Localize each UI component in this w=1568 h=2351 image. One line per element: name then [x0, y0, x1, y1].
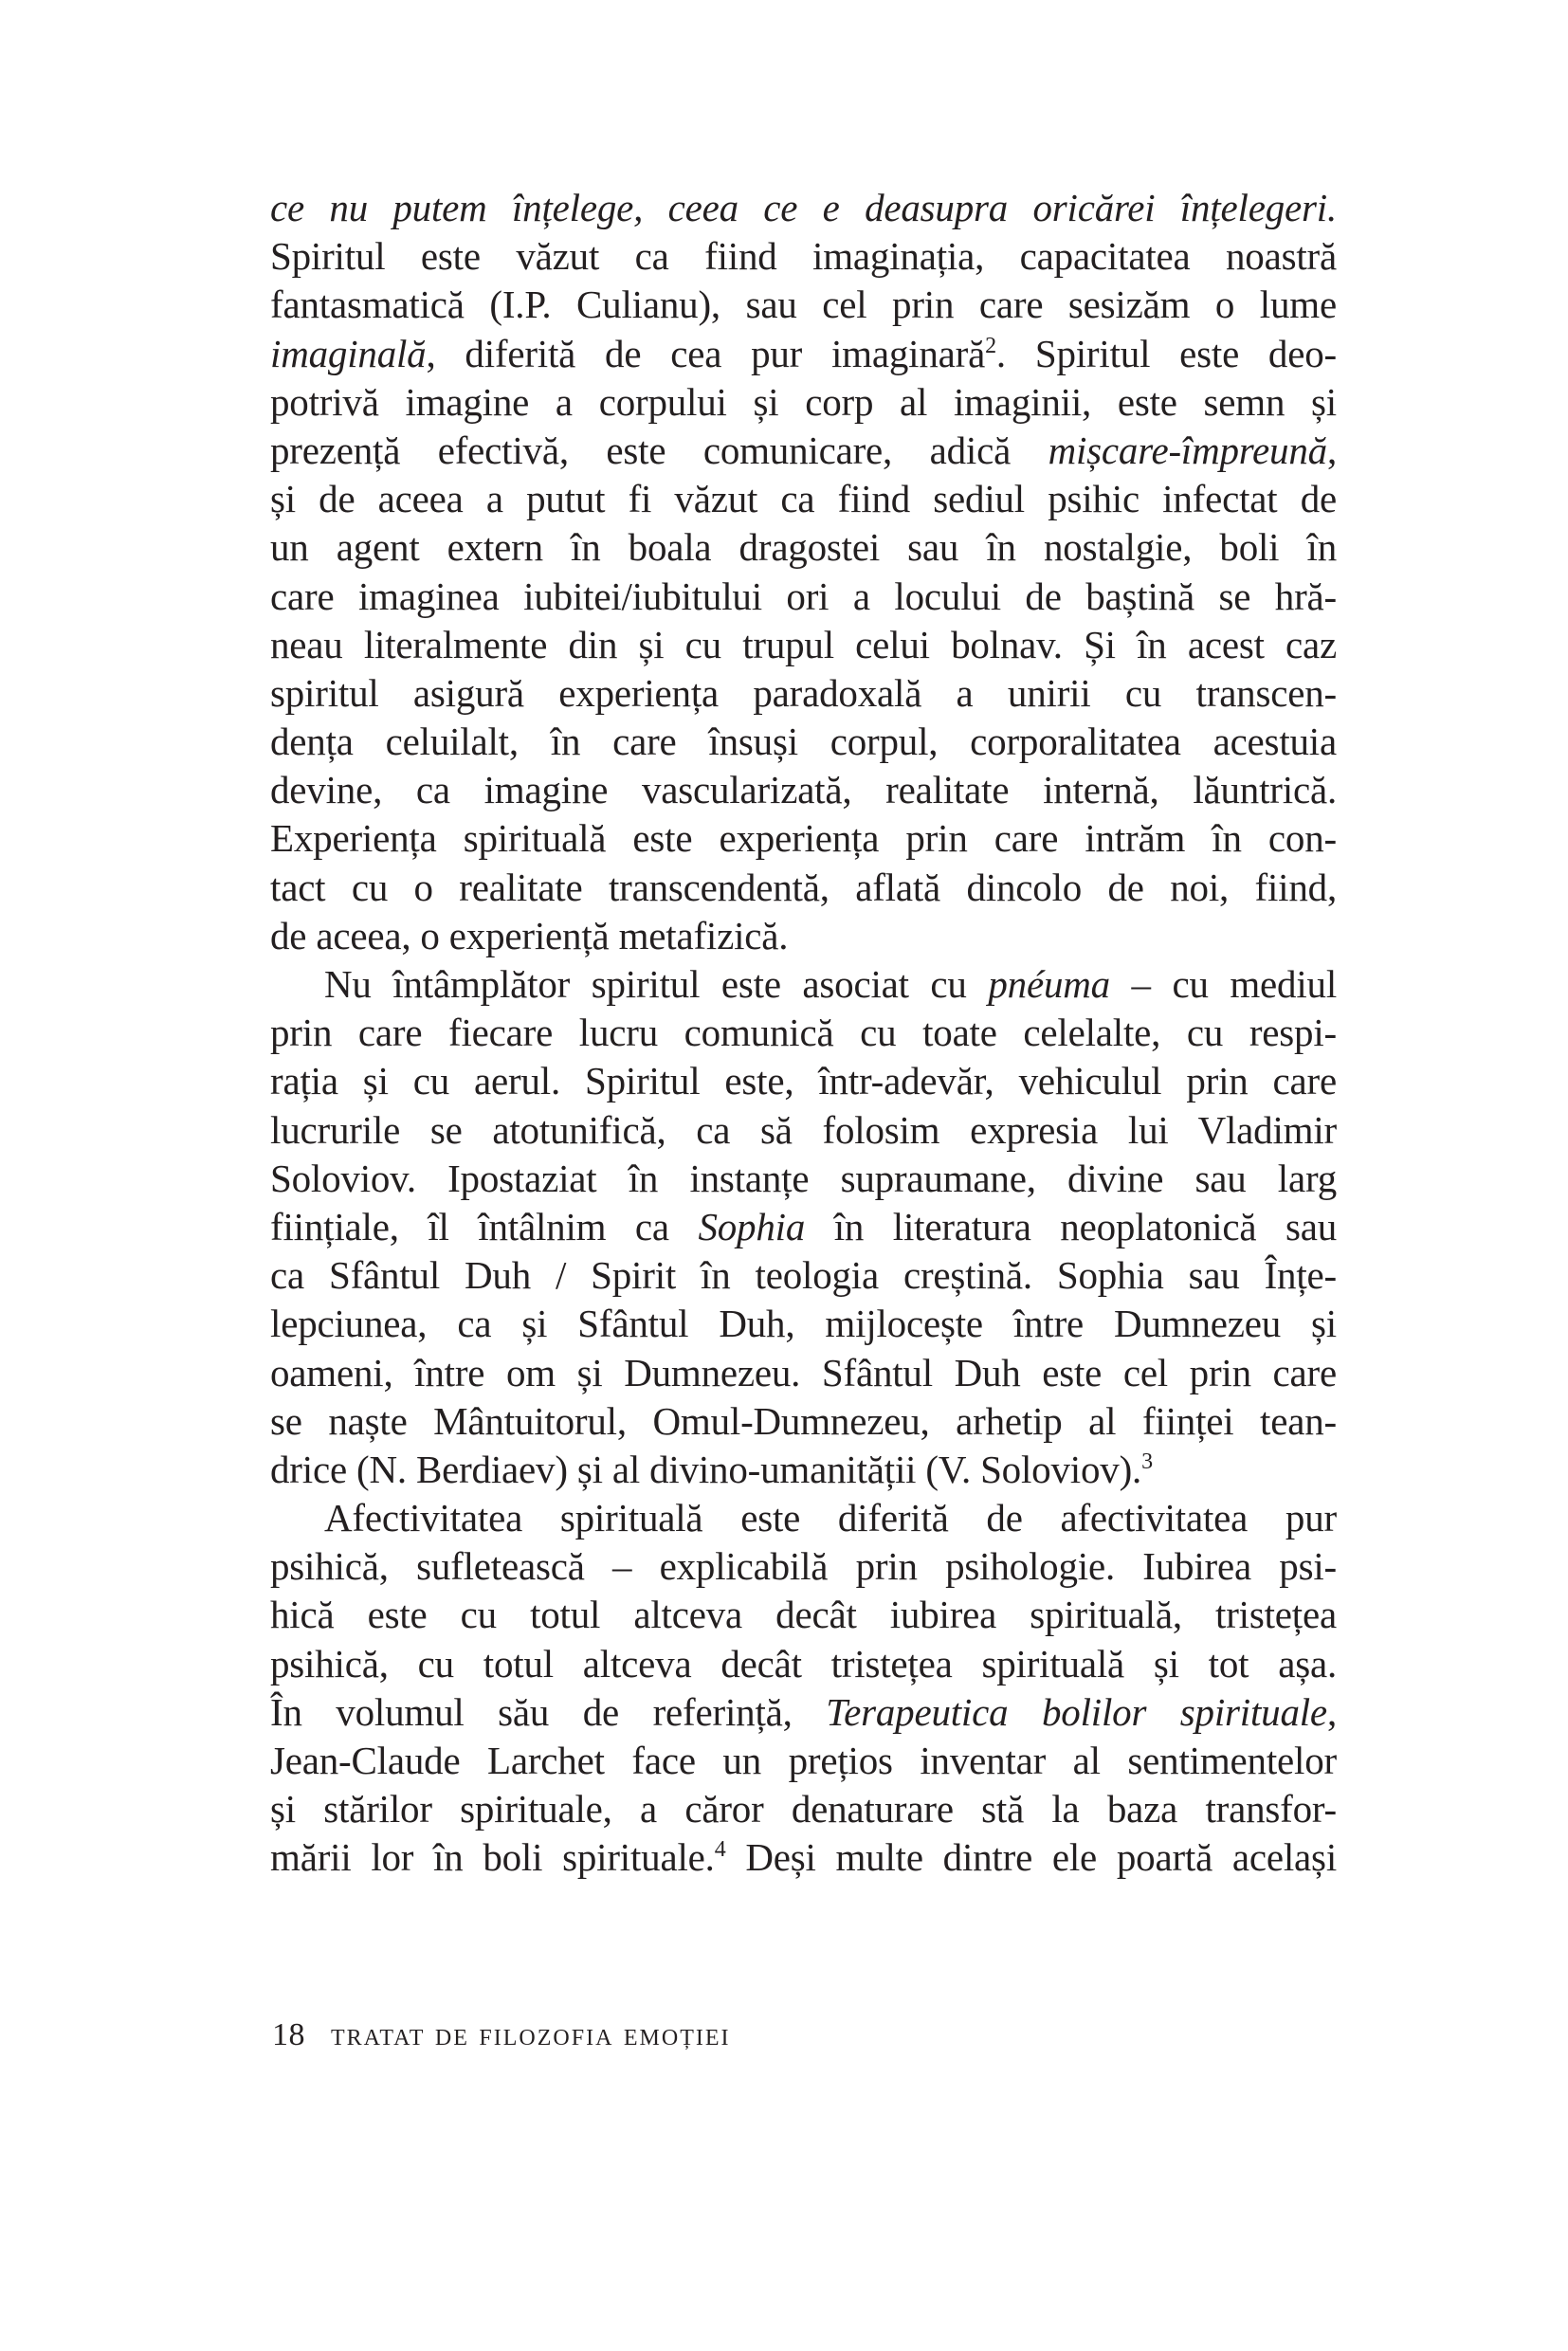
- paragraph: [270, 1494, 1337, 1883]
- text-span: se naște Mântuitorul, Omul-Dumnezeu, arhetip al ființei tean-: [270, 1398, 1337, 1443]
- text-span: prezență efectivă, este comunicare, adică: [270, 428, 1048, 472]
- text-span: dența celuilalt, în care însuși corpul, corporalitatea acestuia: [270, 720, 1337, 764]
- text-span: , diferită de cea pur imaginară: [426, 331, 986, 375]
- text-line: [270, 1494, 1337, 1542]
- text-span: Jean-Claude Larchet face un prețios inventar al sentimentelor: [270, 1739, 1337, 1782]
- paragraph: [270, 184, 1337, 960]
- text-line: [270, 1688, 1337, 1737]
- body-text: [270, 184, 1337, 1883]
- italic-text: ce nu putem înțelege, ceea ce e deasupra oricărei înțelegeri.: [270, 186, 1337, 229]
- footnote-marker: 4: [714, 1837, 726, 1863]
- text-span: lucrurile se atotunifică, ca să folosim expresia lui Vladimir: [270, 1107, 1337, 1152]
- text-line: [270, 378, 1337, 427]
- text-span: ,: [1326, 428, 1337, 472]
- text-line: [270, 1542, 1337, 1591]
- text-span: Nu întâmplător spiritul este asociat cu: [324, 962, 989, 1006]
- text-line: [270, 1446, 1337, 1494]
- text-span: ,: [1326, 1689, 1337, 1734]
- text-line: [270, 475, 1337, 523]
- text-line: [270, 1300, 1337, 1348]
- text-span: potrivă imagine a corpului și corp al imaginii, este semn și: [270, 379, 1337, 424]
- text-line: [270, 1251, 1337, 1300]
- text-span: Deși multe dintre ele poartă același: [725, 1835, 1338, 1880]
- text-line: [270, 1349, 1337, 1397]
- paragraph: [270, 960, 1337, 1494]
- text-line: [270, 330, 1337, 378]
- italic-text: mișcare-împreună: [1048, 428, 1327, 472]
- text-line: [270, 814, 1337, 863]
- text-line: [270, 1591, 1337, 1639]
- text-line: [270, 1009, 1337, 1057]
- page-footer: [272, 2017, 731, 2053]
- text-line: [270, 1640, 1337, 1688]
- text-span: de aceea, o experiență metafizică.: [270, 913, 789, 957]
- text-line: [270, 573, 1337, 621]
- text-span: fantasmatică (I.P. Culianu), sau cel prin care sesizăm o lume: [270, 282, 1337, 327]
- text-span: rația și cu aerul. Spiritul este, într-adevăr, vehiculul prin care: [270, 1059, 1337, 1103]
- text-line: [270, 1397, 1337, 1446]
- text-span: drice (N. Berdiaev) și al divino-umanității (V. Soloviov).: [270, 1447, 1142, 1491]
- text-span: prin care fiecare lucru comunică cu toate celelalte, cu respi-: [270, 1011, 1337, 1055]
- text-line: [270, 1833, 1337, 1882]
- footnote-marker: 2: [985, 333, 996, 358]
- text-span: lepciunea, ca și Sfântul Duh, mijlocește între Dumnezeu și: [270, 1302, 1337, 1346]
- text-span: Experiența spirituală este experiența prin care intrăm în con-: [270, 816, 1337, 861]
- italic-text: pnéuma: [988, 962, 1110, 1006]
- text-line: [270, 718, 1337, 766]
- text-span: neau literalmente din și cu trupul celui bolnav. Și în acest caz: [270, 622, 1337, 666]
- text-span: și stărilor spirituale, a căror denaturare stă la baza transfor-: [270, 1787, 1337, 1832]
- text-span: ființiale, îl întâlnim ca: [270, 1204, 699, 1248]
- text-span: . Spiritul este deo-: [995, 331, 1337, 375]
- italic-text: imaginală: [270, 331, 427, 375]
- text-line: [270, 1785, 1337, 1833]
- text-line: [270, 960, 1337, 1009]
- text-span: devine, ca imagine vascularizată, realitate internă, lăuntrică.: [270, 768, 1337, 812]
- text-line: [270, 912, 1337, 960]
- text-line: [270, 523, 1337, 572]
- text-line: [270, 669, 1337, 718]
- text-span: În volumul său de referință,: [270, 1689, 827, 1734]
- text-line: [270, 864, 1337, 912]
- text-span: mării lor în boli spirituale.: [270, 1835, 715, 1880]
- text-line: [270, 1106, 1337, 1155]
- text-span: Soloviov. Ipostaziat în instanțe supraumane, divine sau larg: [270, 1156, 1337, 1200]
- text-line: [270, 281, 1337, 329]
- text-span: oameni, între om și Dumnezeu. Sfântul Duh este cel prin care: [270, 1350, 1337, 1394]
- text-span: și de aceea a putut fi văzut ca fiind sediul psihic infectat de: [270, 477, 1337, 521]
- text-line: [270, 427, 1337, 475]
- text-span: un agent extern în boala dragostei sau în nostalgie, boli în: [270, 525, 1337, 570]
- text-line: [270, 1203, 1337, 1251]
- text-span: Afectivitatea spirituală este diferită de afectivitatea pur: [324, 1496, 1337, 1540]
- text-span: psihică, sufletească – explicabilă prin psihologie. Iubirea psi-: [270, 1544, 1337, 1589]
- text-span: care imaginea iubitei/iubitului ori a locului de baștină se hră-: [270, 574, 1337, 618]
- text-line: [270, 232, 1337, 281]
- text-span: ca Sfântul Duh / Spirit în teologia creștină. Sophia sau Înțe-: [270, 1253, 1337, 1298]
- text-span: psihică, cu totul altceva decât tristețea spirituală și tot așa.: [270, 1641, 1337, 1686]
- text-line: [270, 1057, 1337, 1105]
- text-span: Spiritul este văzut ca fiind imaginația, capacitatea noastră: [270, 234, 1337, 279]
- running-title: tratat de filozofia emoției: [331, 2017, 731, 2052]
- text-span: în literatura neoplatonică sau: [805, 1204, 1337, 1248]
- text-line: [270, 766, 1337, 814]
- text-line: [270, 1155, 1337, 1203]
- text-span: spiritul asigură experiența paradoxală a unirii cu transcen-: [270, 670, 1337, 715]
- text-line: [270, 184, 1337, 232]
- text-line: [270, 621, 1337, 669]
- italic-text: Sophia: [698, 1204, 806, 1248]
- text-span: – cu mediul: [1109, 962, 1338, 1006]
- footnote-marker: 3: [1141, 1449, 1153, 1474]
- page-number: 18: [272, 2017, 305, 2052]
- italic-text: Terapeutica bolilor spirituale: [826, 1689, 1327, 1734]
- text-line: [270, 1737, 1337, 1785]
- text-span: hică este cu totul altceva decât iubirea spirituală, tristețea: [270, 1593, 1337, 1637]
- text-span: tact cu o realitate transcendentă, aflată dincolo de noi, fiind,: [270, 865, 1337, 909]
